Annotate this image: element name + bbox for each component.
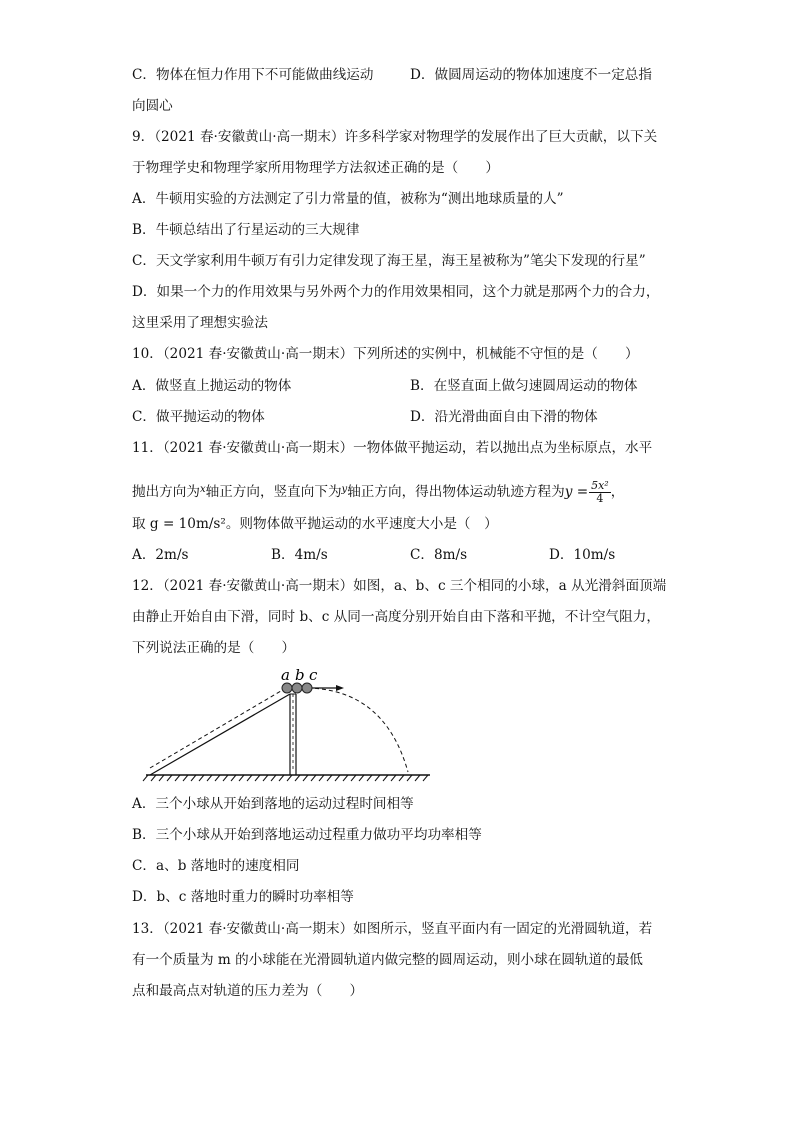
q10-option-b: B．在竖直面上做匀速圆周运动的物体	[410, 378, 638, 394]
label-b: b	[295, 668, 305, 684]
q11-option-d: D．10m/s	[549, 547, 616, 563]
label-a: a	[281, 668, 290, 684]
q12-stem-line1: 12．（2021 春·安徽黄山·高一期末）如图，a、b、c 三个相同的小球，a 从光滑斜面顶端	[132, 578, 667, 594]
ball-c	[302, 683, 312, 693]
q12-figure	[140, 668, 440, 786]
q13-stem-line3: 点和最高点对轨道的压力差为（ ）	[132, 983, 364, 999]
q11-stem-line3: 取 g = 10m/s²。则物体做平抛运动的水平速度大小是（ ）	[132, 516, 498, 532]
q9-option-a: A．牛顿用实验的方法测定了引力常量的值，被称为“测出地球质量的人”	[132, 191, 564, 207]
q10-option-a: A．做竖直上抛运动的物体	[132, 378, 292, 394]
q9-option-d-line2: 这里采用了理想实验法	[132, 315, 268, 331]
q13-stem-line2: 有一个质量为 m 的小球能在光滑圆轨道内做完整的圆周运动，则小球在圆轨道的最低	[132, 952, 643, 968]
q10-option-d: D．沿光滑曲面自由下滑的物体	[410, 409, 598, 425]
q9-stem-line1: 9．（2021 春·安徽黄山·高一期末）许多科学家对物理学的发展作出了巨大贡献，以下关	[132, 129, 658, 145]
q9-option-c: C．天文学家利用牛顿万有引力定律发现了海王星，海王星被称为”笔尖下发现的行星”	[132, 253, 646, 269]
ground-hatching	[143, 775, 428, 781]
q11-stem-line2	[132, 478, 625, 505]
q11-text-a: 抛出方向为	[132, 484, 200, 500]
q11-eq-denominator: 4	[596, 492, 604, 505]
q12-option-a: A．三个小球从开始到落地的运动过程时间相等	[132, 796, 414, 812]
q11-text-b: 轴正方向，竖直向下为	[205, 484, 342, 500]
incline-path-dashed	[150, 688, 286, 768]
q12-stem-line2: 由静止开始自由下滑，同时 b、c 从同一高度分别开始自由下落和平抛，不计空气阻力，	[132, 609, 660, 625]
q8-option-c: C．物体在恒力作用下不可能做曲线运动	[132, 67, 374, 83]
q11-eq-lhs: y =	[564, 484, 589, 500]
velocity-arrow-head	[336, 685, 344, 691]
q9-option-b: B．牛顿总结出了行星运动的三大规律	[132, 222, 360, 238]
q10-stem: 10．（2021 春·安徽黄山·高一期末）下列所述的实例中，机械能不守恒的是（ ）	[132, 346, 639, 362]
ball-a	[282, 683, 292, 693]
q11-option-c: C．8m/s	[410, 547, 468, 563]
label-c: c	[309, 668, 318, 684]
q11-stem-line1: 11．（2021 春·安徽黄山·高一期末）一物体做平抛运动，若以抛出点为坐标原点，水平	[132, 440, 653, 456]
q11-eq-numerator: 5x²	[591, 479, 609, 492]
q11-eq-tail: ，	[610, 484, 625, 500]
q11-equation-fraction	[589, 480, 611, 505]
q11-option-b: B．4m/s	[271, 547, 328, 563]
q12-option-b: B．三个小球从开始到落地运动过程重力做功平均功率相等	[132, 827, 482, 843]
q8-option-d: D．做圆周运动的物体加速度不一定总指	[410, 67, 652, 83]
q9-option-d-line1: D．如果一个力的作用效果与另外两个力的作用效果相同，这个力就是那两个力的合力，	[132, 284, 660, 300]
q12-stem-line3: 下列说法正确的是（ ）	[132, 640, 296, 656]
q13-stem-line1: 13．（2021 春·安徽黄山·高一期末）如图所示，竖直平面内有一固定的光滑圆轨道，若	[132, 921, 653, 937]
q9-stem-line2: 于物理学史和物理学家所用物理学方法叙述正确的是（ ）	[132, 160, 500, 176]
projectile-path-dashed	[308, 688, 408, 772]
q10-option-c: C．做平抛运动的物体	[132, 409, 265, 425]
q11-text-c: 轴正方向，得出物体运动轨迹方程为	[347, 484, 565, 500]
q11-option-a: A．2m/s	[132, 547, 189, 563]
q11-var-y: y	[341, 484, 348, 495]
incline-surface	[150, 694, 290, 775]
q11-var-x: x	[199, 484, 206, 495]
q12-option-d: D．b、c 落地时重力的瞬时功率相等	[132, 889, 354, 905]
q8-option-d-continued: 向圆心	[132, 98, 173, 114]
ball-b	[292, 683, 302, 693]
q12-option-c: C．a、b 落地时的速度相同	[132, 858, 300, 874]
